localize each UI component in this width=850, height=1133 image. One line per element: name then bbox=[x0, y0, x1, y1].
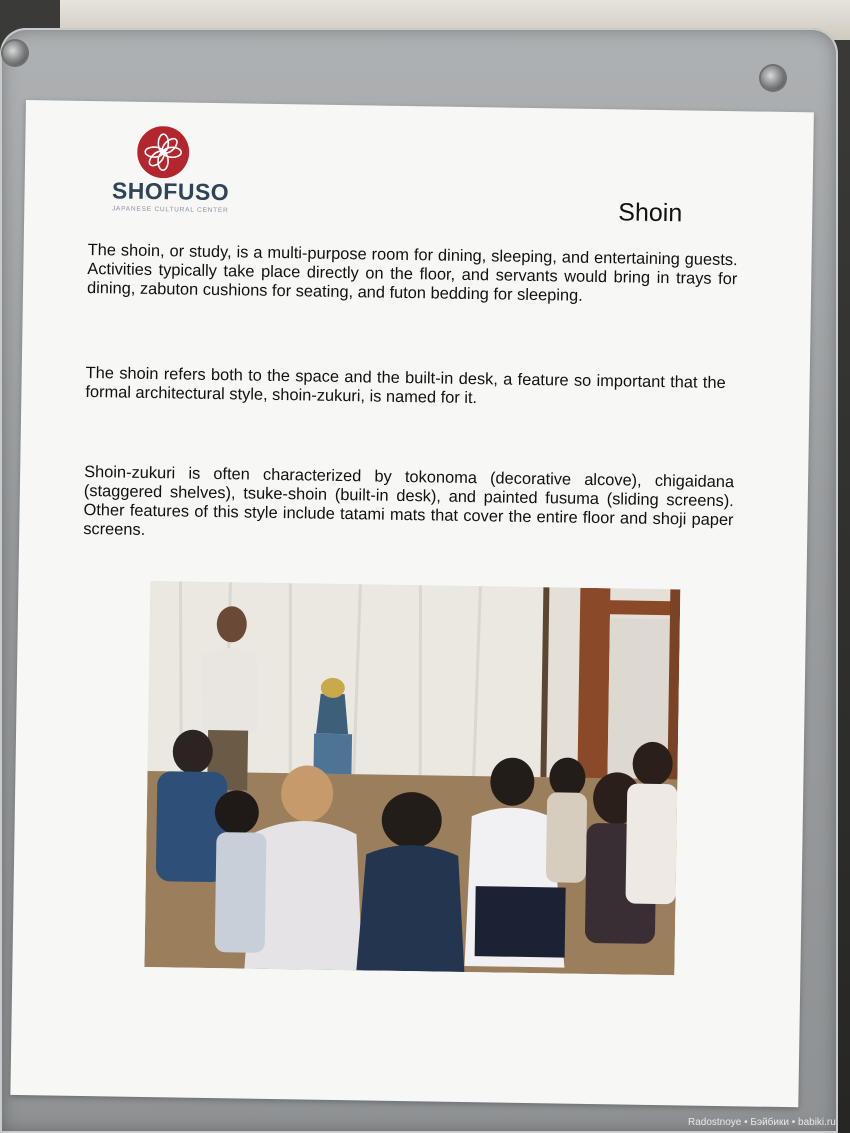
paragraph-2: The shoin refers both to the space and the built-in desk, a feature so important that the formal architectural style, shoin-zukuri, is named for it. bbox=[85, 363, 726, 408]
brand-tagline: JAPANESE CULTURAL CENTER bbox=[111, 205, 229, 215]
screw-icon bbox=[3, 41, 27, 65]
classroom-photo bbox=[144, 581, 680, 975]
brand-name: SHOFUSO bbox=[111, 177, 230, 206]
paragraph-1: The shoin, or study, is a multi-purpose room for dining, sleeping, and entertaining guests. Activities typically take place directly on the floor, and servants would bring in trays for dining, zabuton cushions for seating, and futon bedding for sleeping. bbox=[86, 240, 738, 305]
watermark: Radostnoye • Бэйбики • babiki.ru bbox=[688, 1117, 836, 1128]
sign-paper bbox=[10, 100, 814, 1107]
paragraph-3: Shoin-zukuri is often characterized by tokonoma (decorative alcove), chigaidana (staggered shelves), tsuke-shoin (built-in desk), and painted fusuma (sliding screens). Other features of this style include tatami mats that cover the entire floor and shoji paper screens. bbox=[83, 462, 735, 539]
sign-title: Shoin bbox=[618, 198, 683, 228]
screw-icon bbox=[761, 66, 785, 90]
flower-logo-icon bbox=[137, 126, 190, 179]
